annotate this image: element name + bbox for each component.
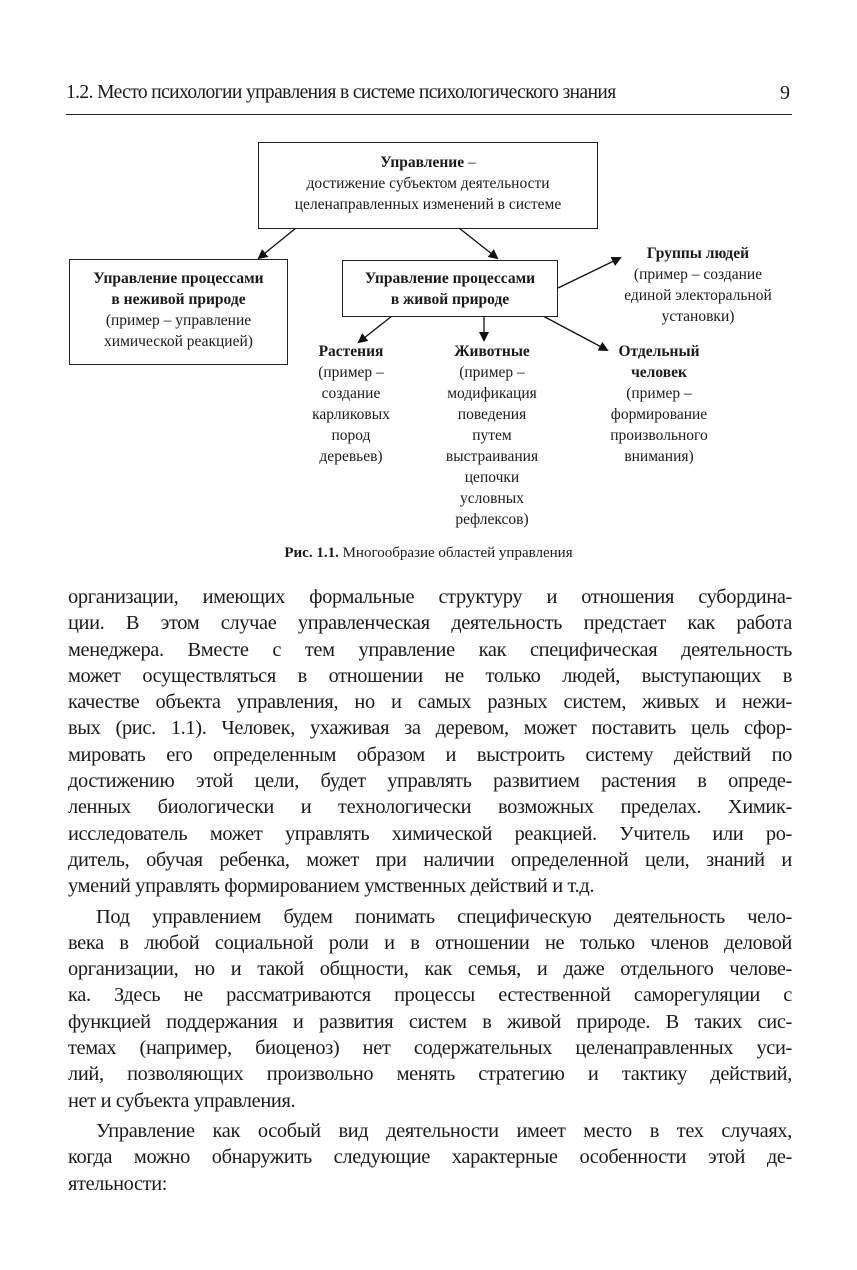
section-title: 1.2. Место психологии управления в системе психологического знания — [66, 82, 616, 103]
node-living-nature: Управление процессами в живой природе — [342, 260, 558, 317]
node-groups-of-people: Группы людей (пример – создание единой электоральной установки) — [624, 245, 772, 325]
root-title: Управление — [380, 154, 465, 171]
node-animals: Животные (пример – модификация поведения путем выстраивания цепочки условных рефлексов) — [445, 343, 539, 528]
page-number: 9 — [780, 82, 790, 104]
figure-caption — [0, 545, 857, 562]
paragraph-2: Под управлением будем понимать специфическую деятельность чело- века в любой социальной роли и в отношении не только членов деловой организации, но и такой общности, как семья, и даже отдельного челове- ка. Здесь не рассматриваются процессы естественной саморегуляции с функцией поддержания и развития систем в живой природе. В таких сис- темах (например, биоценоз) нет содержательных целенаправленных уси- лий, позволяющих произвольно менять стратегию и тактику действий, нет и субъекта управления. — [68, 905, 792, 1112]
figure-label: Рис. 1.1. — [284, 545, 339, 561]
node-individual-person: Отдельный человек (пример – формирование произвольного внимания) — [610, 343, 708, 465]
node-plants: Растения (пример – создание карликовых пород деревьев) — [312, 343, 390, 465]
figure-diagram — [0, 0, 857, 580]
figure-caption-text: Многообразие областей управления — [338, 545, 573, 561]
root-line: целенаправленных изменений в системе — [294, 196, 562, 213]
node-management-root: Управление – достижение субъектом деятельности целенаправленных изменений в системе — [258, 142, 598, 229]
root-line: достижение субъектом деятельности — [306, 175, 550, 192]
paragraph-3: Управление как особый вид деятельности имеет место в тех случаях, когда можно обнаружить следующие характерные особенности этой де- ятельности: — [68, 1119, 792, 1195]
paragraph-1: организации, имеющих формальные структуру и отношения субордина- ции. В этом случае управленческая деятельность предстает как работа менеджера. Вместе с тем управление как специфическая деятельность может осуществляться в отношении не только людей, выступающих в качестве объекта управления, но и самых разных систем, живых и нежи- вых (рис. 1.1). Человек, ухаживая за деревом, может поставить цель сфор- мировать его определенным образом и выстроить систему действий по достижению этой цели, будет управлять развитием растения в опреде- ленных биологически и технологически возможных пределах. Химик- исследователь может управлять химической реакцией. Учитель или ро- дитель, обучая ребенка, может при наличии определенной цели, знаний и умений управлять формированием умственных действий и т.д. — [68, 586, 792, 898]
body-text — [68, 584, 792, 1197]
node-inanimate-nature: Управление процессами в неживой природе (пример – управление химической реакцией) — [69, 259, 288, 365]
